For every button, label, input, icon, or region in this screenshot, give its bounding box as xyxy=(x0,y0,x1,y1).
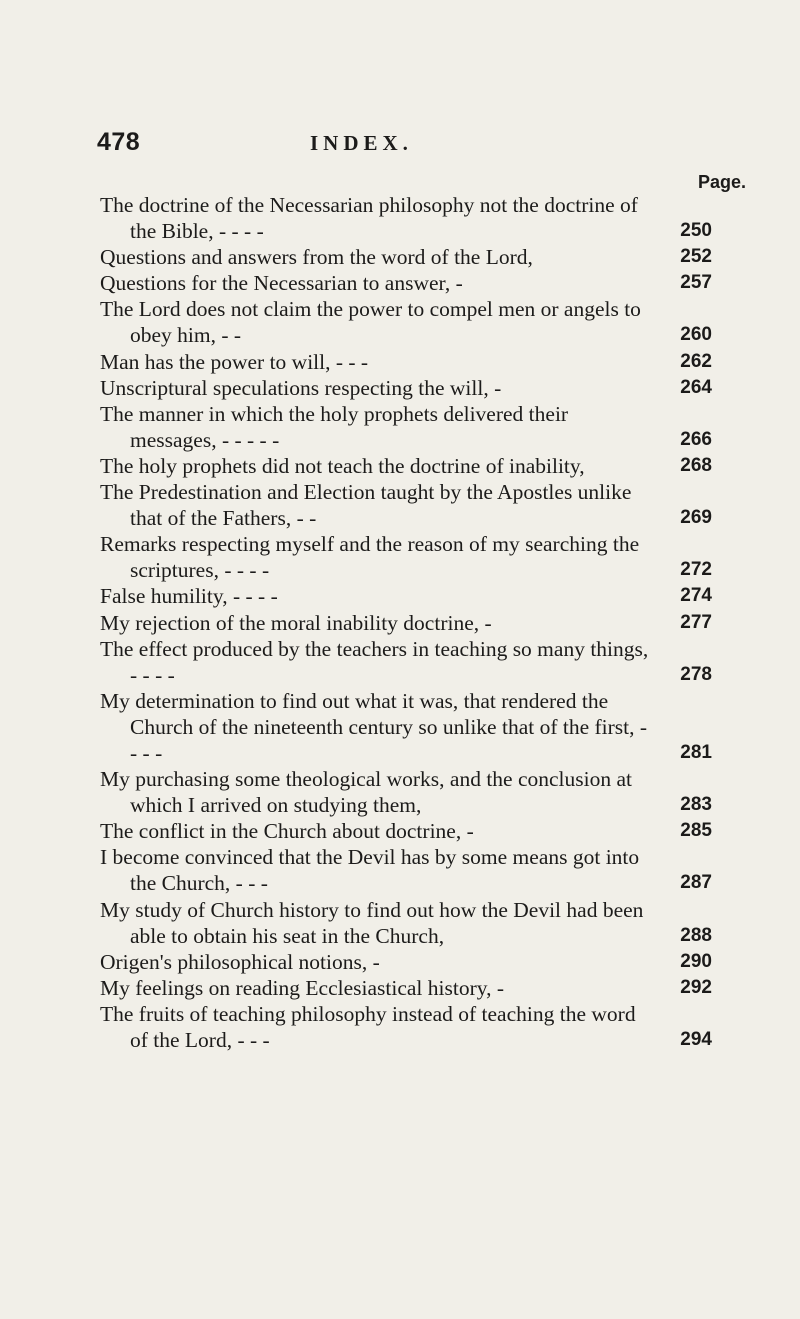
entry-page: 292 xyxy=(680,976,712,998)
index-entry xyxy=(100,296,712,348)
entry-title: The fruits of teaching philosophy instead of teaching the word of the Lord, - - - xyxy=(100,1001,636,1052)
index-entry xyxy=(100,897,712,949)
entry-page: 288 xyxy=(680,924,712,946)
entry-title: Unscriptural speculations respecting the will, - xyxy=(100,375,502,400)
index-entry xyxy=(100,636,712,688)
index-entries xyxy=(100,192,712,1053)
index-entry xyxy=(100,1001,712,1053)
entry-title: Questions and answers from the word of the Lord, xyxy=(100,245,533,270)
entry-page: 287 xyxy=(680,872,712,894)
index-entry xyxy=(100,766,712,818)
index-entry xyxy=(100,453,712,479)
entry-page: 260 xyxy=(680,324,712,346)
entry-title: The conflict in the Church about doctrine, - xyxy=(100,819,474,844)
entry-title: Man has the power to will, - - - xyxy=(100,349,369,374)
entry-page: 283 xyxy=(680,794,712,816)
index-entry xyxy=(100,244,712,270)
entry-title: False humility, - - - - xyxy=(100,584,278,609)
entry-page: 272 xyxy=(680,559,712,581)
entry-page: 257 xyxy=(680,272,712,294)
entry-title: The Lord does not claim the power to compel men or angels to obey him, - - xyxy=(100,297,641,348)
running-head: INDEX. xyxy=(310,131,413,155)
index-entry xyxy=(100,844,712,896)
entry-title: Origen's philosophical notions, - xyxy=(100,949,380,974)
entry-title: My feelings on reading Ecclesiastical history, - xyxy=(100,975,504,1000)
entry-title: Remarks respecting myself and the reason of my searching the scriptures, - - - - xyxy=(100,532,640,583)
page-number: 478 xyxy=(97,128,141,156)
index-entry xyxy=(100,401,712,453)
index-entry xyxy=(100,270,712,296)
entry-page: 262 xyxy=(680,350,712,372)
index-entry xyxy=(100,818,712,844)
entry-page: 269 xyxy=(680,507,712,529)
entry-page: 285 xyxy=(680,820,712,842)
entry-page: 274 xyxy=(680,585,712,607)
entry-page: 281 xyxy=(680,741,712,763)
entry-title: The Predestination and Election taught by the Apostles unlike that of the Fathers, - - xyxy=(100,480,632,531)
index-entry xyxy=(100,192,712,244)
index-entry xyxy=(100,583,712,609)
entry-title: Questions for the Necessarian to answer, - xyxy=(100,271,463,296)
entry-title: My purchasing some theological works, and the conclusion at which I arrived on studying them, xyxy=(100,767,633,818)
index-entry xyxy=(100,610,712,636)
entry-page: 266 xyxy=(680,428,712,450)
entry-page: 252 xyxy=(680,246,712,268)
index-entry xyxy=(100,531,712,583)
index-entry xyxy=(100,688,712,766)
entry-page: 294 xyxy=(680,1029,712,1050)
entry-title: The effect produced by the teachers in teaching so many things, - - - - xyxy=(100,636,649,687)
index-entry xyxy=(100,349,712,375)
entry-page: 268 xyxy=(680,454,712,476)
entry-title: The doctrine of the Necessarian philosophy not the doctrine of the Bible, - - - - xyxy=(100,193,638,244)
entry-title: My determination to find out what it was, that rendered the Church of the nineteenth century so unlike that of the first, - - - - xyxy=(100,688,648,765)
entry-title: My study of Church history to find out how the Devil had been able to obtain his seat in the Church, xyxy=(100,897,644,948)
entry-title: The manner in which the holy prophets delivered their messages, - - - - - xyxy=(100,401,569,452)
index-entry xyxy=(100,375,712,401)
entry-title: The holy prophets did not teach the doctrine of inability, xyxy=(100,453,585,478)
entry-page: 250 xyxy=(680,220,712,242)
entry-page: 264 xyxy=(680,376,712,398)
entry-page: 278 xyxy=(680,663,712,685)
index-entry xyxy=(100,975,712,1001)
index-entry xyxy=(100,479,712,531)
entry-page: 277 xyxy=(680,611,712,633)
index-entry xyxy=(100,949,712,975)
entry-title: My rejection of the moral inability doctrine, - xyxy=(100,610,492,635)
page-column-label: Page. xyxy=(698,172,747,192)
entry-page: 290 xyxy=(680,950,712,972)
entry-title: I become convinced that the Devil has by some means got into the Church, - - - xyxy=(100,845,640,896)
